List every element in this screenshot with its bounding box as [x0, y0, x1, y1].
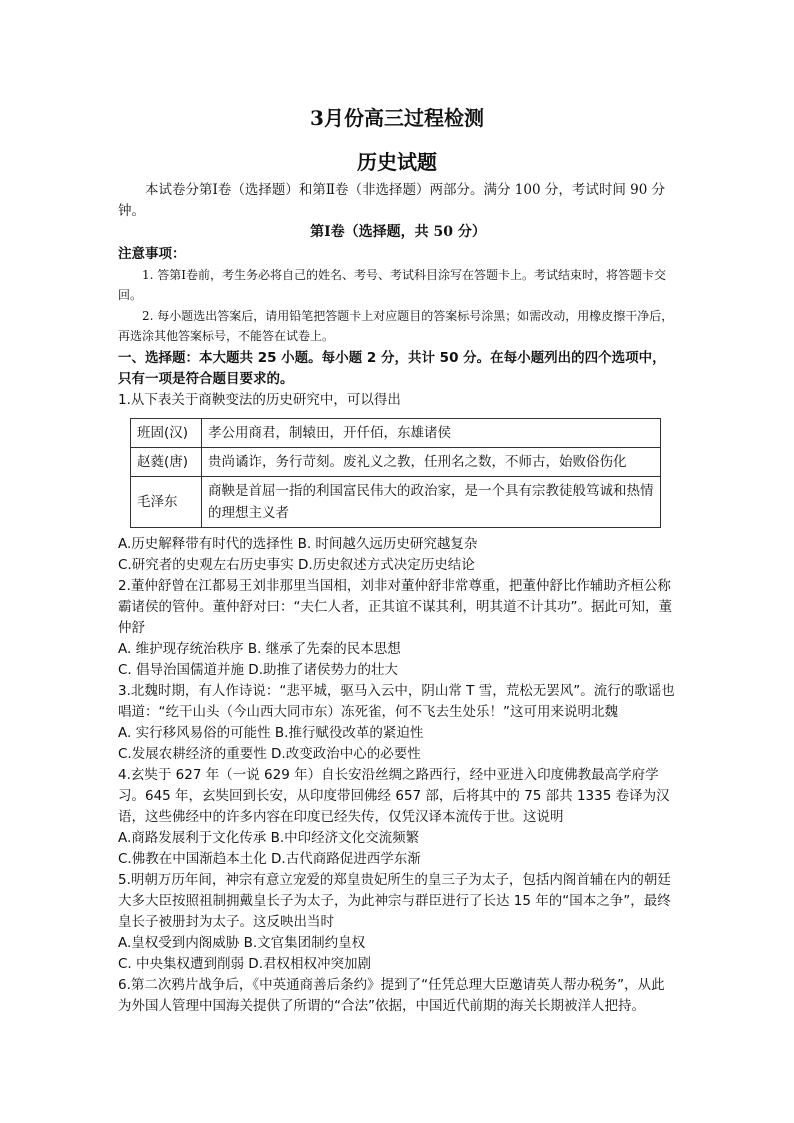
table-cell-text: 商鞅是首屈一指的利国富民伟大的政治家，是一个具有宗教徒般笃诚和热情的理想主义者	[202, 477, 661, 528]
note-1: 1. 答第Ⅰ卷前，考生务必将自己的姓名、考号、考试科目涂写在答题卡上。考试结束时，将答题卡交回。	[118, 268, 667, 302]
q6-stem: 6.第二次鸦片战争后，《中英通商善后条约》提到了“任凭总理大臣邀请英人帮办税务”，从此为外国人管理中国海关提供了所谓的“合法”依据，中国近代前期的海关长期被洋人把持。	[118, 977, 665, 1014]
table-cell-text: 贵尚谲诈，务行苛刻。废礼义之教，任刑名之数，不师古，始败俗伤化	[202, 448, 661, 477]
q2-stem: 2.董仲舒曾在江都易王刘非那里当国相，刘非对董仲舒非常尊重，把董仲舒比作辅助齐桓公称霸诸侯的管仲。董仲舒对曰：“夫仁人者，正其谊不谋其利，明其道不计其功”。据此可知，董仲舒	[118, 578, 672, 636]
q5-options-cd: C. 中央集权遭到削弱 D.君权相权冲突加剧	[118, 956, 371, 972]
q5-options-ab: A.皇权受到内阁威胁 B.文官集团制约皇权	[118, 935, 366, 951]
part1-heading: 一、选择题：本大题共 25 小题。每小题 2 分，共计 50 分。在每小题列出的四个选项中，只有一项是符合题目要求的。	[118, 350, 666, 387]
intro-text: 本试卷分第Ⅰ卷（选择题）和第Ⅱ卷（非选择题）两部分。满分 100 分，考试时间 90 分钟。	[118, 182, 666, 219]
q3-options-ab: A. 实行移风易俗的可能性 B.推行赋役改革的紧迫性	[118, 725, 424, 741]
q4-stem: 4.玄奘于 627 年（一说 629 年）自长安沿丝绸之路西行，经中亚进入印度佛教最高学府学习。645 年，玄奘回到长安，从印度带回佛经 657 部，后将其中的 75 部共 1335 卷译为汉语，这些佛经中的许多内容在印度已经失传，仅凭汉译本流传于世。这说明	[118, 767, 670, 825]
table-cell-name: 赵蕤(唐)	[131, 448, 202, 477]
table-cell-name: 毛泽东	[131, 477, 202, 528]
section-title: 第Ⅰ卷（选择题，共 50 分）	[310, 224, 486, 240]
table-row	[131, 419, 661, 448]
exam-title: 3月份高三过程检测	[310, 106, 484, 130]
q4-options-ab: A.商路发展利于文化传承 B.中印经济文化交流频繁	[118, 830, 420, 846]
q2-options-ab: A. 维护现存统治秩序 B. 继承了先秦的民本思想	[118, 641, 401, 657]
table-cell-name: 班固(汉)	[131, 419, 202, 448]
q5-stem: 5.明朝万历年间，神宗有意立宠爱的郑皇贵妃所生的皇三子为太子，包括内阁首辅在内的朝廷大多大臣按照祖制拥戴皇长子为太子，为此神宗与群臣进行了长达 15 年的“国本之争”，最终皇长子被册封为太子。这反映出当时	[118, 872, 671, 930]
exam-subtitle: 历史试题	[357, 150, 437, 174]
q1-table	[130, 418, 661, 528]
q4-options-cd: C.佛教在中国渐趋本土化 D.古代商路促进西学东渐	[118, 851, 421, 867]
note-2: 2. 每小题选出答案后，请用铅笔把答题卡上对应题目的答案标号涂黑；如需改动，用橡皮擦干净后，再选涂其他答案标号，不能答在试卷上。	[118, 309, 674, 343]
q3-options-cd: C.发展农耕经济的重要性 D.改变政治中心的必要性	[118, 746, 421, 762]
q1-options-cd: C.研究者的史观左右历史事实 D.历史叙述方式决定历史结论	[118, 557, 475, 573]
q1-options-ab: A.历史解释带有时代的选择性 B. 时间越久远历史研究越复杂	[118, 536, 478, 552]
q3-stem: 3.北魏时期，有人作诗说：“悲平城，驱马入云中，阴山常 T 雪，荒松无罢风”。流行的歌谣也唱道：“纥干山头（今山西大同市东）冻死雀，何不飞去生处乐！”这可用来说明北魏	[118, 683, 675, 720]
table-row	[131, 477, 661, 528]
table-row	[131, 448, 661, 477]
table-cell-text: 孝公用商君，制辕田，开仟佰，东雄诸侯	[202, 419, 661, 448]
q1-stem: 1.从下表关于商鞅变法的历史研究中，可以得出	[118, 392, 401, 408]
q2-options-cd: C. 倡导治国儒道并施 D.助推了诸侯势力的壮大	[118, 662, 398, 678]
notes-heading: 注意事项：	[118, 246, 186, 262]
